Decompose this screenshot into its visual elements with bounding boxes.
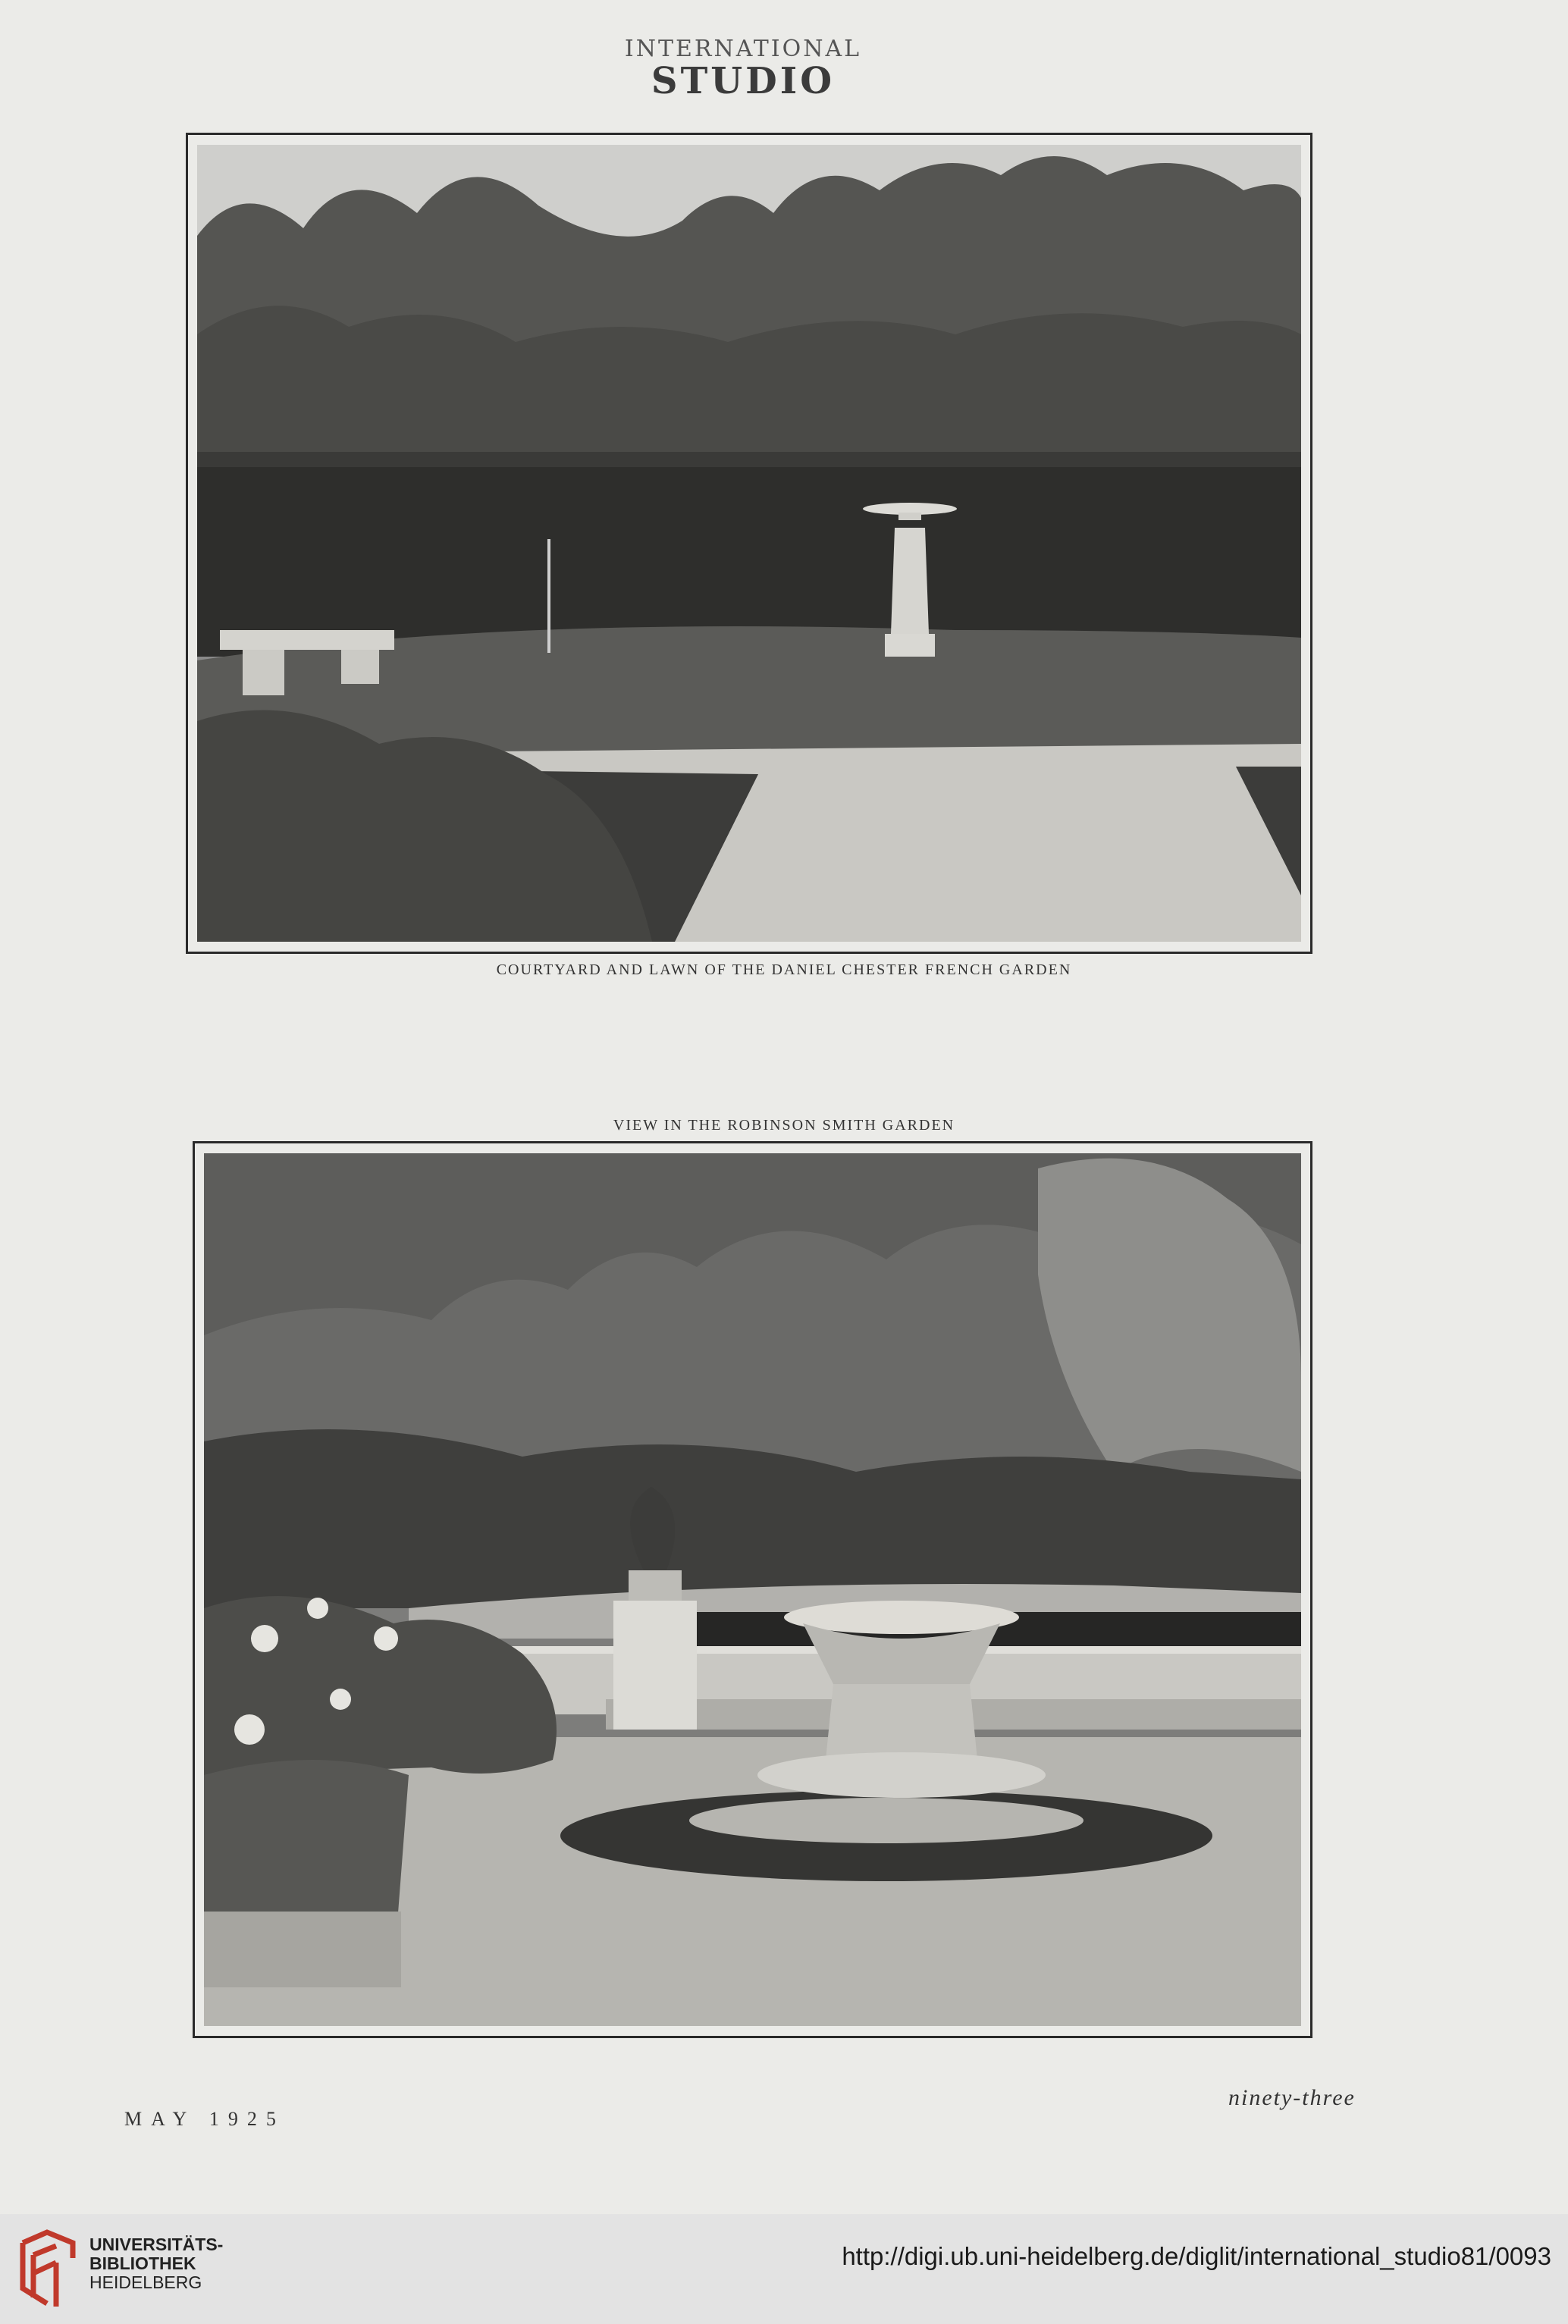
photo-robinson-smith (204, 1153, 1301, 2026)
library-name-line3: HEIDELBERG (89, 2272, 202, 2292)
library-name-line1: UNIVERSITÄTS- (89, 2235, 224, 2254)
page-number: ninety-three (1228, 2085, 1356, 2110)
caption-robinson-smith: VIEW IN THE ROBINSON SMITH GARDEN (613, 1117, 955, 1134)
photo-courtyard (197, 145, 1301, 942)
masthead (591, 36, 895, 100)
photo-frame-courtyard (186, 133, 1312, 954)
photo-frame-robinson-smith (193, 1141, 1312, 2038)
permalink-url[interactable]: http://digi.ub.uni-heidelberg.de/diglit/international_studio81/0093 (842, 2242, 1551, 2270)
library-name (89, 2235, 223, 2292)
library-name-line2: BIBLIOTHEK (89, 2253, 196, 2273)
masthead-line1: INTERNATIONAL (624, 36, 862, 62)
issue-date: MAY 1925 (124, 2108, 285, 2130)
caption-courtyard: COURTYARD AND LAWN OF THE DANIEL CHESTER FRENCH GARDEN (496, 961, 1072, 978)
masthead-title: STUDIO (651, 60, 836, 102)
library-logo-icon (17, 2228, 79, 2311)
